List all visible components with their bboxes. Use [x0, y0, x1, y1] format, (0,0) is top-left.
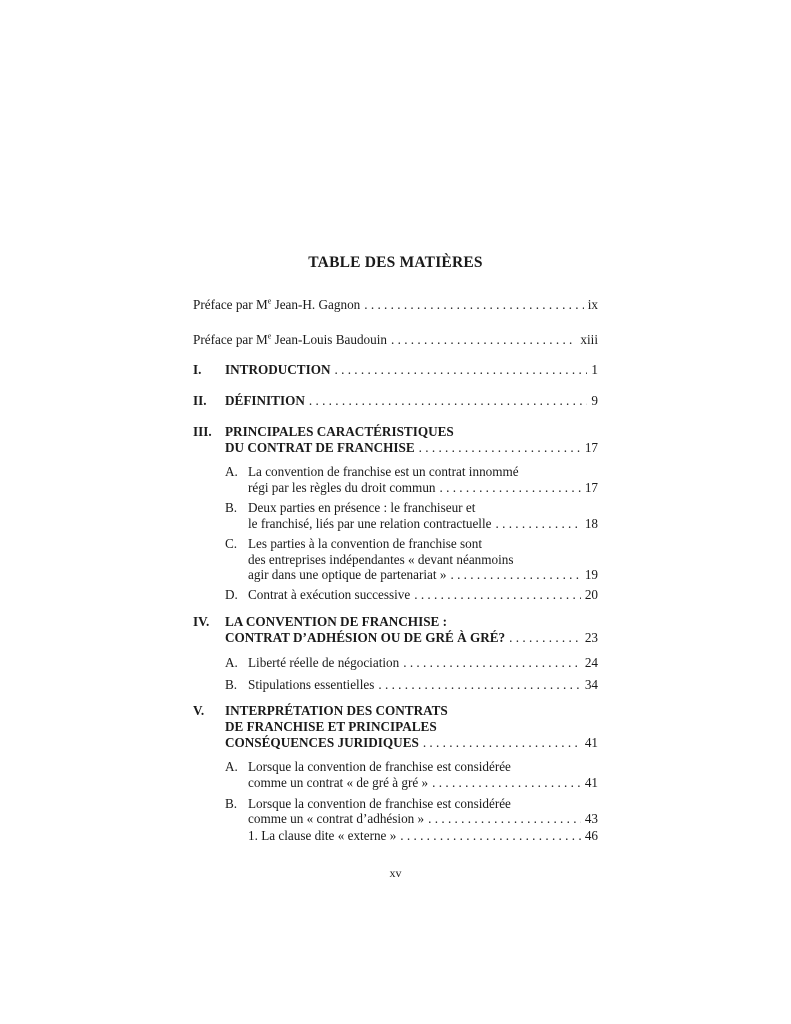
toc-entry-4b[interactable]: Stipulations essentielles . . . 34 [248, 677, 598, 693]
toc-entry-adhesion[interactable]: CONTRAT D’ADHÉSION OU DE GRÉ À GRÉ? . . . 23 [225, 630, 598, 646]
leader-dots [364, 297, 583, 313]
item-letter: B. [225, 677, 238, 692]
page-title: TABLE DES MATIÈRES [308, 254, 483, 271]
page-number: 1 [591, 362, 598, 377]
item-text-line[interactable]: Lorsque la convention de franchise est considérée [248, 759, 511, 774]
toc-entry-caracteristiques[interactable]: DU CONTRAT DE FRANCHISE . . . 17 [225, 440, 598, 456]
toc-entry-3d[interactable]: Contrat à exécution successive . . . 20 [248, 587, 598, 603]
section-title-line[interactable]: INTERPRÉTATION DES CONTRATS [225, 703, 448, 718]
item-text-line[interactable]: Deux parties en présence : le franchiseur et [248, 500, 476, 515]
leader-dots [428, 811, 581, 827]
leader-dots [450, 567, 580, 583]
toc-entry-5b[interactable]: comme un « contrat d’adhésion » . . . 43 [248, 811, 598, 827]
toc-entry-5a[interactable]: comme un contrat « de gré à gré » . . . 41 [248, 775, 598, 791]
item-letter: C. [225, 536, 238, 551]
page-number: 17 [584, 480, 598, 495]
leader-dots [509, 630, 581, 646]
section-number: I. [193, 362, 202, 377]
toc-entry-preface-gagnon[interactable]: Préface par Me Jean-H. Gagnon . . . ix [193, 297, 598, 313]
item-text-line[interactable]: Les parties à la convention de franchise sont [248, 536, 482, 551]
toc-entry-interpretation[interactable]: CONSÉQUENCES JURIDIQUES . . . 41 [225, 735, 598, 751]
toc-entry-3c[interactable]: agir dans une optique de partenariat » . . . 19 [248, 567, 598, 583]
item-text-line[interactable]: Lorsque la convention de franchise est considérée [248, 796, 511, 811]
toc-entry-introduction[interactable]: INTRODUCTION . . . 1 [225, 362, 598, 378]
section-number: III. [193, 424, 212, 439]
leader-dots [414, 587, 581, 603]
item-letter: A. [225, 464, 238, 479]
page-folio: xv [389, 866, 402, 880]
leader-dots [400, 828, 581, 844]
toc-entry-4a[interactable]: Liberté réelle de négociation . . . 24 [248, 655, 598, 671]
toc-entry-3b[interactable]: le franchisé, liés par une relation contractuelle . . . 18 [248, 516, 598, 532]
toc-entry-definition[interactable]: DÉFINITION . . . 9 [225, 393, 598, 409]
item-letter: B. [225, 500, 238, 515]
toc-entry-3a[interactable]: régi par les règles du droit commun . . . 17 [248, 480, 598, 496]
leader-dots [423, 735, 581, 751]
item-letter: A. [225, 759, 238, 774]
leader-dots [391, 332, 576, 348]
leader-dots [403, 655, 581, 671]
section-number: II. [193, 393, 207, 408]
page-number: 43 [584, 811, 598, 826]
item-letter: D. [225, 587, 238, 602]
item-text-line[interactable]: La convention de franchise est un contrat innommé [248, 464, 519, 479]
section-title-line[interactable]: PRINCIPALES CARACTÉRISTIQUES [225, 424, 454, 439]
leader-dots [496, 516, 581, 532]
page-number: 17 [584, 440, 598, 455]
page-number: 19 [584, 567, 598, 582]
leader-dots [309, 393, 588, 409]
page-number: 41 [584, 735, 598, 750]
leader-dots [419, 440, 581, 456]
page-number: 34 [584, 677, 598, 692]
page-number: 9 [591, 393, 598, 408]
section-number: V. [193, 703, 205, 718]
page-number: xiii [580, 332, 598, 347]
section-number: IV. [193, 614, 210, 629]
toc-entry-preface-baudouin[interactable]: Préface par Me Jean-Louis Baudouin . . . xiii [193, 332, 598, 348]
page-number: 41 [584, 775, 598, 790]
toc-entry-5b1[interactable]: 1. La clause dite « externe » . . . 46 [248, 828, 598, 844]
leader-dots [378, 677, 580, 693]
leader-dots [440, 480, 581, 496]
page-number: 46 [584, 828, 598, 843]
section-title-line[interactable]: LA CONVENTION DE FRANCHISE : [225, 614, 448, 629]
item-letter: B. [225, 796, 238, 811]
section-title-line[interactable]: DE FRANCHISE ET PRINCIPALES [225, 719, 437, 734]
page-number: 18 [584, 516, 598, 531]
page-number: ix [587, 297, 598, 312]
item-text-line[interactable]: des entreprises indépendantes « devant néanmoins [248, 552, 514, 567]
leader-dots [335, 362, 588, 378]
page-number: 23 [584, 630, 598, 645]
page-number: 20 [584, 587, 598, 602]
item-letter: A. [225, 655, 238, 670]
leader-dots [432, 775, 581, 791]
page-number: 24 [584, 655, 598, 670]
